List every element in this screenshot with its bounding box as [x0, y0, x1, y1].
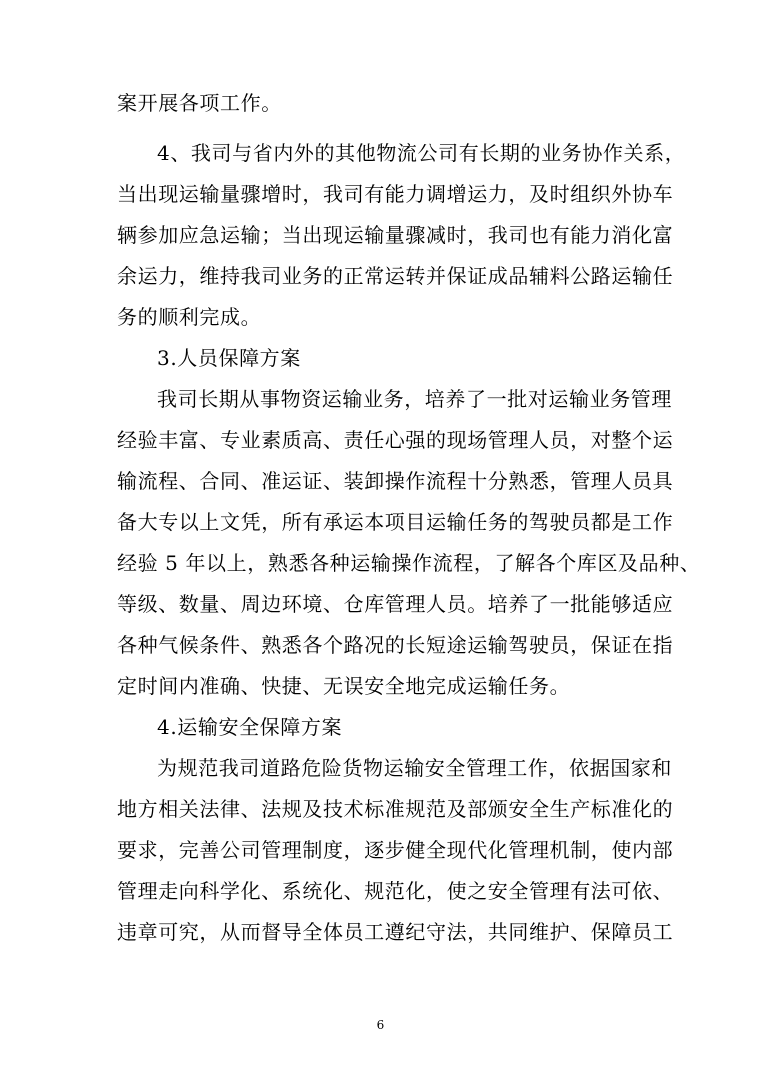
text-line: 备大专以上文凭，所有承运本项目运输任务的驾驶员都是工作	[117, 510, 674, 534]
text-line: 输流程、合同、准运证、装卸操作流程十分熟悉，管理人员具	[117, 469, 674, 493]
section-heading: 4.运输安全保障方案	[157, 715, 343, 739]
text-line: 要求，完善公司管理制度，逐步健全现代化管理机制，使内部	[117, 838, 674, 862]
text-line: 4、我司与省内外的其他物流公司有长期的业务协作关系，	[157, 141, 686, 165]
text-line: 我司长期从事物资运输业务，培养了一批对运输业务管理	[157, 387, 672, 411]
text-line: 管理走向科学化、系统化、规范化，使之安全管理有法可依、	[117, 879, 674, 903]
text-line: 辆参加应急运输；当出现运输量骤减时，我司也有能力消化富	[117, 223, 674, 247]
text-line: 案开展各项工作。	[117, 91, 282, 115]
text-line: 地方相关法律、法规及技术标准规范及部颁安全生产标准化的	[117, 797, 674, 821]
text-line: 违章可究，从而督导全体员工遵纪守法，共同维护、保障员工	[117, 920, 674, 944]
page-number: 6	[376, 1018, 385, 1032]
section-heading: 3.人员保障方案	[157, 346, 301, 370]
text-line: 当出现运输量骤增时，我司有能力调增运力，及时组织外协车	[117, 182, 674, 206]
text-line: 余运力，维持我司业务的正常运转并保证成品辅料公路运输任	[117, 264, 674, 288]
text-line: 等级、数量、周边环境、仓库管理人员。培养了一批能够适应	[117, 592, 674, 616]
text-line: 各种气候条件、熟悉各个路况的长短途运输驾驶员，保证在指	[117, 633, 674, 657]
text-line: 定时间内准确、快捷、无误安全地完成运输任务。	[117, 674, 571, 698]
text-line: 经验丰富、专业素质高、责任心强的现场管理人员，对整个运	[117, 428, 674, 452]
text-line: 务的顺利完成。	[117, 305, 262, 329]
text-line: 为规范我司道路危险货物运输安全管理工作，依据国家和	[157, 756, 672, 780]
text-line: 经验 5 年以上，熟悉各种运输操作流程，了解各个库区及品种、	[117, 551, 701, 575]
